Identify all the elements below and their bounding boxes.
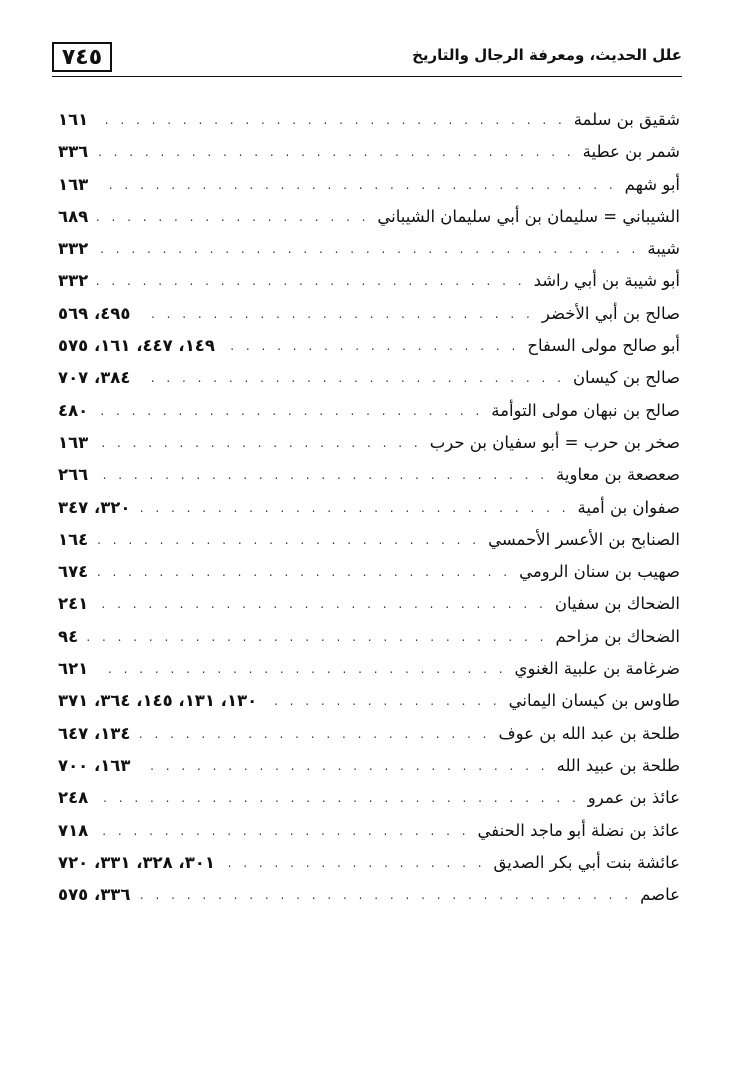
entry-pages: ٣٢٠، ٣٤٧: [58, 497, 131, 517]
entry-name: شيبة: [647, 239, 680, 259]
entry-pages: ١٦١: [58, 110, 89, 129]
entry-pages: ١٦٣: [58, 432, 89, 452]
dot-leader: [138, 727, 490, 741]
index-entry: [58, 691, 680, 723]
index-entry: [58, 336, 680, 368]
dot-leader: [96, 210, 369, 224]
dot-leader: [96, 274, 525, 288]
index-entry: [58, 724, 680, 756]
dot-leader: [138, 759, 548, 773]
entry-name: عائشة بنت أبي بكر الصديق: [493, 852, 680, 872]
entry-pages: ٣٣٢: [58, 239, 89, 259]
entry-pages: ١٣٠، ١٣١، ١٤٥، ٣٦٤، ٣٧١: [58, 691, 258, 711]
entry-pages: ٦٧٤: [58, 562, 89, 582]
header-rule: [52, 76, 682, 77]
entry-pages: ٩٤: [58, 626, 79, 646]
index-entry: [58, 562, 680, 594]
entry-name: عائذ بن نضلة أبو ماجد الحنفي: [477, 820, 680, 840]
index-entry: [58, 368, 680, 400]
entry-name: صالح بن أبي الأخضر: [541, 303, 680, 323]
entry-name: طاوس بن كيسان اليماني: [508, 691, 680, 711]
entry-name: الضحاك بن مزاحم: [555, 626, 680, 646]
running-title: علل الحديث، ومعرفة الرجال والتاريخ: [412, 46, 682, 64]
entry-name: أبو صالح مولى السفاح: [527, 336, 680, 356]
entry-pages: ٢٤١: [58, 594, 89, 614]
entry-pages: ١٦٤: [58, 529, 89, 549]
entry-pages: ٣٨٤، ٧٠٧: [58, 368, 131, 388]
entry-name: صفوان بن أمية: [577, 497, 680, 517]
index-entry: [58, 530, 680, 562]
dot-leader: [96, 662, 506, 676]
entry-pages: ٢٦٦: [58, 465, 89, 485]
index-entry: [58, 433, 680, 465]
entry-name: طلحة بن عبيد الله: [556, 755, 680, 775]
page-number: ٧٤٥: [52, 42, 112, 72]
index-entry: [58, 142, 680, 174]
entry-name: شقيق بن سلمة: [573, 110, 680, 129]
entry-name: أبو شهم: [624, 174, 680, 194]
dot-leader: [96, 597, 547, 611]
index-entries: [58, 110, 680, 917]
dot-leader: [96, 468, 548, 482]
entry-pages: ١٦٣، ٧٠٠: [58, 755, 131, 775]
index-entry: [58, 885, 680, 917]
entry-pages: ٣٣٢: [58, 271, 89, 291]
dot-leader: [138, 501, 569, 515]
dot-leader: [96, 178, 616, 192]
index-entry: [58, 821, 680, 853]
entry-name: أبو شيبة بن أبي راشد: [533, 271, 680, 291]
dot-leader: [96, 791, 580, 805]
entry-name: ضرغامة بن علبية الغنوي: [514, 659, 680, 679]
index-entry: [58, 788, 680, 820]
entry-name: صالح بن كيسان: [572, 368, 680, 388]
dot-leader: [138, 307, 533, 321]
entry-pages: ٢٤٨: [58, 788, 89, 808]
entry-name: الضحاك بن سفيان: [554, 594, 680, 614]
index-entry: [58, 207, 680, 239]
index-entry: [58, 659, 680, 691]
entry-pages: ١٦٣: [58, 174, 89, 194]
index-entry: [58, 465, 680, 497]
dot-leader: [96, 565, 511, 579]
entry-pages: ١٤٩، ٤٤٧، ١٦١، ٥٧٥: [58, 336, 215, 356]
dot-leader: [96, 436, 422, 450]
dot-leader: [96, 113, 566, 127]
index-entry: [58, 175, 680, 207]
entry-pages: ٣٣٦، ٥٧٥: [58, 885, 131, 905]
dot-leader: [96, 145, 574, 159]
index-entry: [58, 853, 680, 885]
index-entry: [58, 594, 680, 626]
entry-name: شمر بن عطية: [582, 142, 680, 162]
entry-name: الصنابح بن الأعسر الأحمسي: [488, 529, 680, 549]
dot-leader: [86, 630, 547, 644]
dot-leader: [96, 533, 480, 547]
dot-leader: [96, 404, 483, 418]
dot-leader: [223, 339, 519, 353]
entry-name: الشيباني = سليمان بن أبي سليمان الشيباني: [377, 206, 680, 226]
entry-name: عاصم: [640, 885, 680, 905]
entry-pages: ١٣٤، ٦٤٧: [58, 723, 131, 743]
page-header: [52, 42, 682, 82]
entry-name: صالح بن نبهان مولى التوأمة: [491, 400, 680, 420]
dot-leader: [138, 888, 632, 902]
entry-pages: ٧١٨: [58, 820, 89, 840]
entry-name: طلحة بن عبد الله بن عوف: [498, 723, 680, 743]
entry-name: صعصعة بن معاوية: [556, 465, 680, 485]
entry-name: عائذ بن عمرو: [587, 788, 680, 808]
index-entry: [58, 401, 680, 433]
dot-leader: [96, 824, 469, 838]
entry-pages: ٤٩٥، ٥٦٩: [58, 303, 131, 323]
dot-leader: [265, 694, 500, 708]
index-entry: [58, 110, 680, 142]
entry-name: صخر بن حرب = أبو سفيان بن حرب: [429, 432, 680, 452]
index-entry: [58, 627, 680, 659]
entry-pages: ٦٢١: [58, 659, 89, 679]
entry-pages: ٤٨٠: [58, 400, 89, 420]
dot-leader: [96, 242, 639, 256]
index-entry: [58, 271, 680, 303]
entry-name: صهيب بن سنان الرومي: [519, 562, 680, 582]
dot-leader: [223, 856, 486, 870]
index-entry: [58, 498, 680, 530]
index-entry: [58, 304, 680, 336]
dot-leader: [138, 371, 564, 385]
entry-pages: ٣٠١، ٣٢٨، ٣٣١، ٧٢٠: [58, 852, 215, 872]
entry-pages: ٣٣٦: [58, 142, 89, 162]
entry-pages: ٦٨٩: [58, 206, 89, 226]
index-entry: [58, 239, 680, 271]
index-entry: [58, 756, 680, 788]
